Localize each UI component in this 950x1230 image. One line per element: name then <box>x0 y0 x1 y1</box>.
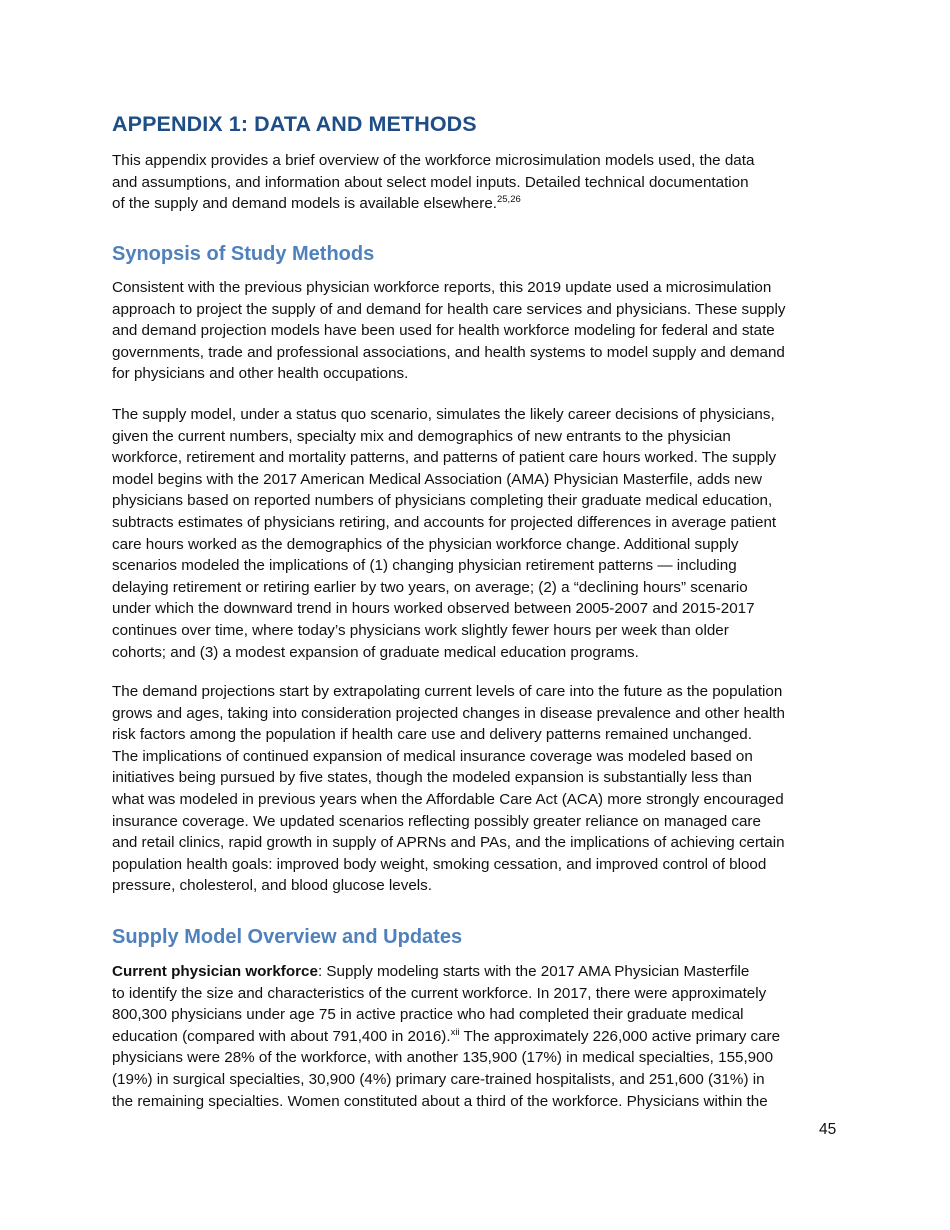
text-line: and retail clinics, rapid growth in supply of APRNs and PAs, and the implications of achieving certain <box>112 834 785 852</box>
text-line: model begins with the 2017 American Medical Association (AMA) Physician Masterfile, adds new <box>112 470 762 488</box>
text-line: grows and ages, taking into consideration projected changes in disease prevalence and other health <box>112 704 785 722</box>
text-line: scenarios modeled the implications of (1) changing physician retirement patterns — including <box>112 557 737 575</box>
text-line: delaying retirement or retiring earlier by two years, on average; (2) a “declining hours” scenario <box>112 578 748 596</box>
text-line: risk factors among the population if health care use and delivery patterns remained unchanged. <box>112 726 752 744</box>
text-line: continues over time, where today’s physicians work slightly fewer hours per week than older <box>112 621 729 639</box>
text-line: to identify the size and characteristics of the current workforce. In 2017, there were approximately <box>112 984 767 1002</box>
text-line: workforce, retirement and mortality patterns, and patterns of patient care hours worked. The supply <box>112 449 777 467</box>
endnote-superscript: xii <box>450 1026 460 1038</box>
text-line: The implications of continued expansion of medical insurance coverage was modeled based on <box>112 747 753 765</box>
citation-superscript: 25,26 <box>496 194 521 206</box>
text-line: for physicians and other health occupations. <box>112 365 409 383</box>
text-line: governments, trade and professional associations, and health systems to model supply and demand <box>112 343 785 361</box>
appendix-title: APPENDIX 1: DATA AND METHODS <box>112 112 477 136</box>
text-line: cohorts; and (3) a modest expansion of graduate medical education programs. <box>112 643 639 661</box>
text-line: education (compared with about 791,400 in 2016).$^{xii}$ The approximately 226,000 active primary care <box>112 1026 781 1045</box>
text-line: physicians based on reported numbers of physicians completing their graduate medical education, <box>112 492 773 510</box>
text-line: population health goals: improved body weight, smoking cessation, and improved control of blood <box>112 855 767 873</box>
text-line: Consistent with the previous physician workforce reports, this 2019 update used a microsimulation <box>112 279 772 296</box>
text-line: (19%) in surgical specialties, 30,900 (4%) primary care-trained hospitalists, and 251,600 (31%) in <box>112 1070 765 1088</box>
bold-lead-text: Current physician workforce <box>112 963 318 980</box>
text-line: 800,300 physicians under age 75 in active practice who had completed their graduate medical <box>112 1006 744 1024</box>
text-line: care hours worked as the demographics of the physician workforce change. Additional supply <box>112 535 739 553</box>
text-line: pressure, cholesterol, and blood glucose levels. <box>112 877 432 895</box>
text-line: initiatives being pursued by five states, though the modeled expansion is substantially less than <box>112 769 752 787</box>
text-line: physicians were 28% of the workforce, with another 135,900 (17%) in medical specialties, 155,900 <box>112 1049 774 1067</box>
synopsis-paragraph-1 <box>112 277 785 385</box>
text-line: of the supply and demand models is available elsewhere.$^{25,26}$ <box>112 194 521 213</box>
text-line: This appendix provides a brief overview of the workforce microsimulation models used, the data <box>112 152 755 169</box>
text-line: the remaining specialties. Women constituted about a third of the workforce. Physicians within the <box>112 1092 768 1110</box>
text-line: and assumptions, and information about select model inputs. Detailed technical documentation <box>112 173 749 191</box>
text-line: insurance coverage. We updated scenarios reflecting possibly greater reliance on managed care <box>112 812 761 830</box>
text-line: approach to project the supply of and demand for health care services and physicians. These supply <box>112 300 786 318</box>
text-line: under which the downward trend in hours worked observed between 2005-2007 and 2015-2017 <box>112 600 755 618</box>
text-line: The demand projections start by extrapolating current levels of care into the future as the population <box>112 683 783 700</box>
text-line: The supply model, under a status quo scenario, simulates the likely career decisions of physicians, <box>112 406 775 423</box>
text-line: subtracts estimates of physicians retiring, and accounts for projected differences in average patient <box>112 513 777 531</box>
synopsis-paragraph-2 <box>112 404 776 663</box>
page-number: 45 <box>819 1121 837 1138</box>
section-heading-supply-model: Supply Model Overview and Updates <box>112 926 463 948</box>
section-heading-synopsis: Synopsis of Study Methods <box>112 243 375 265</box>
text-line: and demand projection models have been used for health workforce modeling for federal and state <box>112 322 775 340</box>
intro-paragraph <box>112 150 754 215</box>
synopsis-paragraph-3 <box>112 681 785 897</box>
text-line: given the current numbers, specialty mix and demographics of new entrants to the physician <box>112 427 731 445</box>
text-line: Current physician workforce: Supply modeling starts with the 2017 AMA Physician Masterfile <box>112 963 750 980</box>
text-line: what was modeled in previous years when the Affordable Care Act (ACA) more strongly encouraged <box>112 790 784 808</box>
supply-paragraph <box>112 961 780 1112</box>
